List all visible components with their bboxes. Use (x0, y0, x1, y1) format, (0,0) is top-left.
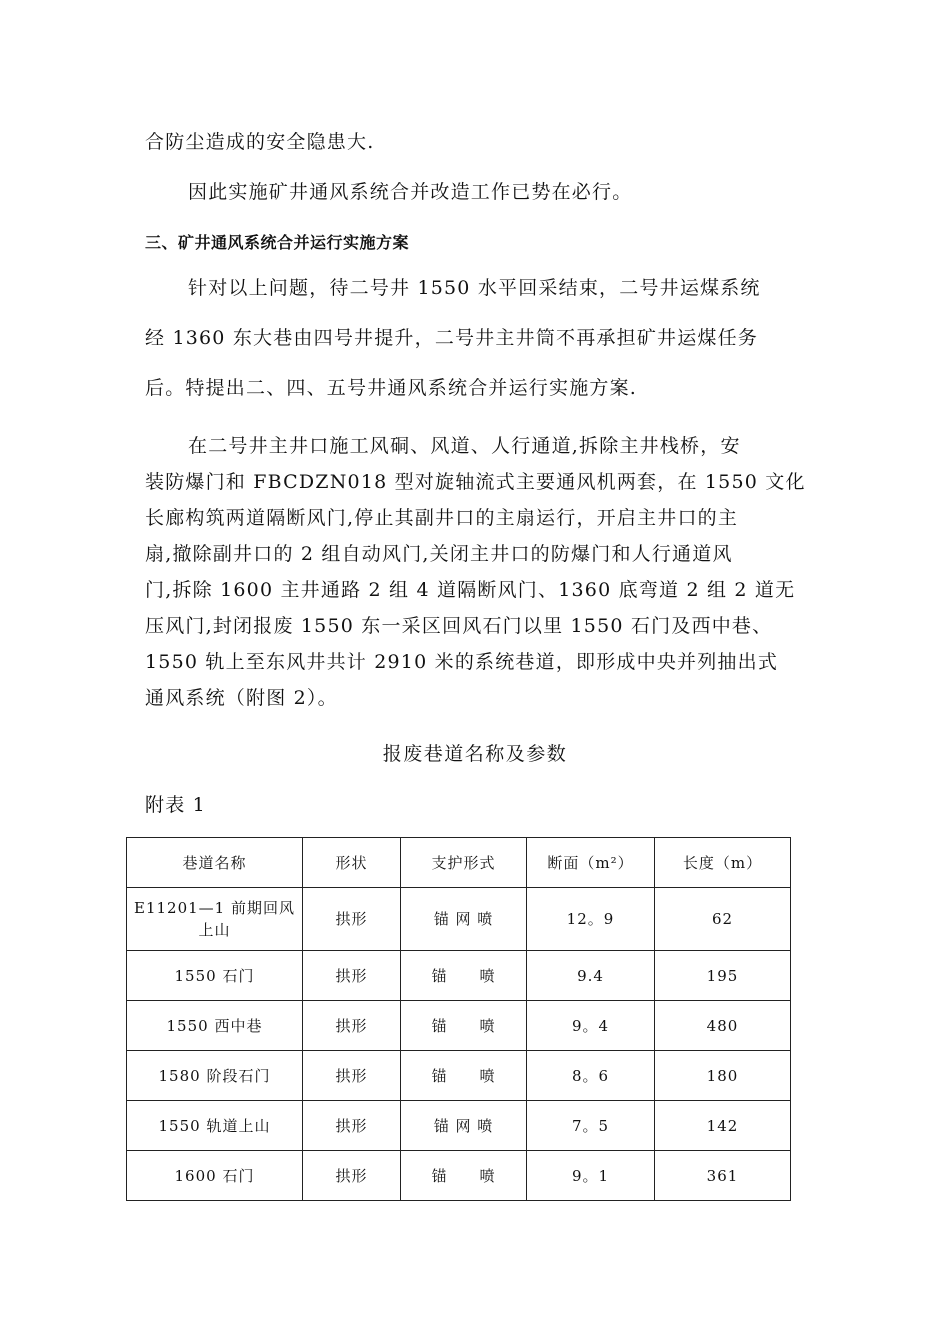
table-cell: 7。5 (527, 1101, 655, 1151)
body-line: 经 1360 东大巷由四号井提升，二号井主井筒不再承担矿井运煤任务 (145, 327, 759, 349)
table-cell: 195 (655, 951, 791, 1001)
body-line: 在二号井主井口施工风硐、风道、人行通道,拆除主井栈桥，安 (188, 435, 741, 457)
table-cell: 拱形 (303, 1101, 401, 1151)
table-cell: 1600 石门 (127, 1151, 303, 1201)
table-cell: 锚 网 喷 (401, 888, 527, 951)
body-line: 长廊构筑两道隔断风门,停止其副井口的主扇运行，开启主井口的主 (145, 507, 739, 529)
body-line: 后。特提出二、四、五号井通风系统合并运行实施方案. (145, 377, 638, 399)
table-row (127, 1151, 791, 1201)
body-line: 因此实施矿井通风系统合并改造工作已势在必行。 (188, 181, 633, 203)
table-cell: 8。6 (527, 1051, 655, 1101)
table-cell: 锚 喷 (401, 951, 527, 1001)
table-header-row (127, 838, 791, 888)
table-cell: 拱形 (303, 1001, 401, 1051)
table-cell: 1580 阶段石门 (127, 1051, 303, 1101)
table-cell: 1550 西中巷 (127, 1001, 303, 1051)
table-row (127, 1051, 791, 1101)
table-cell: 9.4 (527, 951, 655, 1001)
table-cell: 1550 石门 (127, 951, 303, 1001)
body-line: 压风门,封闭报废 1550 东一采区回风石门以里 1550 石门及西中巷、 (145, 615, 773, 637)
table-cell: 62 (655, 888, 791, 951)
table-row (127, 1101, 791, 1151)
table-cell: 拱形 (303, 888, 401, 951)
table-cell: 142 (655, 1101, 791, 1151)
header-cell: 支护形式 (401, 838, 527, 888)
table-label: 附表 1 (145, 794, 206, 816)
section-heading: 三、矿井通风系统合并运行实施方案 (145, 233, 410, 252)
table-cell: 锚 喷 (401, 1001, 527, 1051)
table-cell: 锚 喷 (401, 1151, 527, 1201)
table-row (127, 1001, 791, 1051)
body-line: 合防尘造成的安全隐患大. (145, 131, 375, 153)
scrapped-roadway-table (126, 837, 791, 1201)
table-cell: 361 (655, 1151, 791, 1201)
table-title: 报废巷道名称及参数 (382, 743, 568, 765)
table-cell: 180 (655, 1051, 791, 1101)
header-cell: 断面（m²） (527, 838, 655, 888)
table-cell: 拱形 (303, 1151, 401, 1201)
body-line: 1550 轨上至东风井共计 2910 米的系统巷道，即形成中央并列抽出式 (145, 651, 779, 673)
table-cell: 9。1 (527, 1151, 655, 1201)
table-cell: 拱形 (303, 1051, 401, 1101)
table-cell: E11201—1 前期回风上山 (127, 888, 303, 951)
table-cell: 拱形 (303, 951, 401, 1001)
table-row (127, 951, 791, 1001)
table-cell: 1550 轨道上山 (127, 1101, 303, 1151)
body-line: 针对以上问题，待二号井 1550 水平回采结束，二号井运煤系统 (188, 277, 761, 299)
table-cell: 锚 网 喷 (401, 1101, 527, 1151)
body-line: 装防爆门和 FBCDZN018 型对旋轴流式主要通风机两套，在 1550 文化 (145, 471, 806, 493)
table-cell: 锚 喷 (401, 1051, 527, 1101)
header-cell: 形状 (303, 838, 401, 888)
body-line: 门,拆除 1600 主井通路 2 组 4 道隔断风门、1360 底弯道 2 组 2 道无 (145, 579, 796, 601)
table-cell: 9。4 (527, 1001, 655, 1051)
table-cell: 12。9 (527, 888, 655, 951)
header-cell: 长度（m） (655, 838, 791, 888)
table-row (127, 888, 791, 951)
header-cell: 巷道名称 (127, 838, 303, 888)
table-cell: 480 (655, 1001, 791, 1051)
body-line: 通风系统（附图 2）。 (145, 687, 338, 709)
body-line: 扇,撤除副井口的 2 组自动风门,关闭主井口的防爆门和人行通道风 (145, 543, 733, 565)
